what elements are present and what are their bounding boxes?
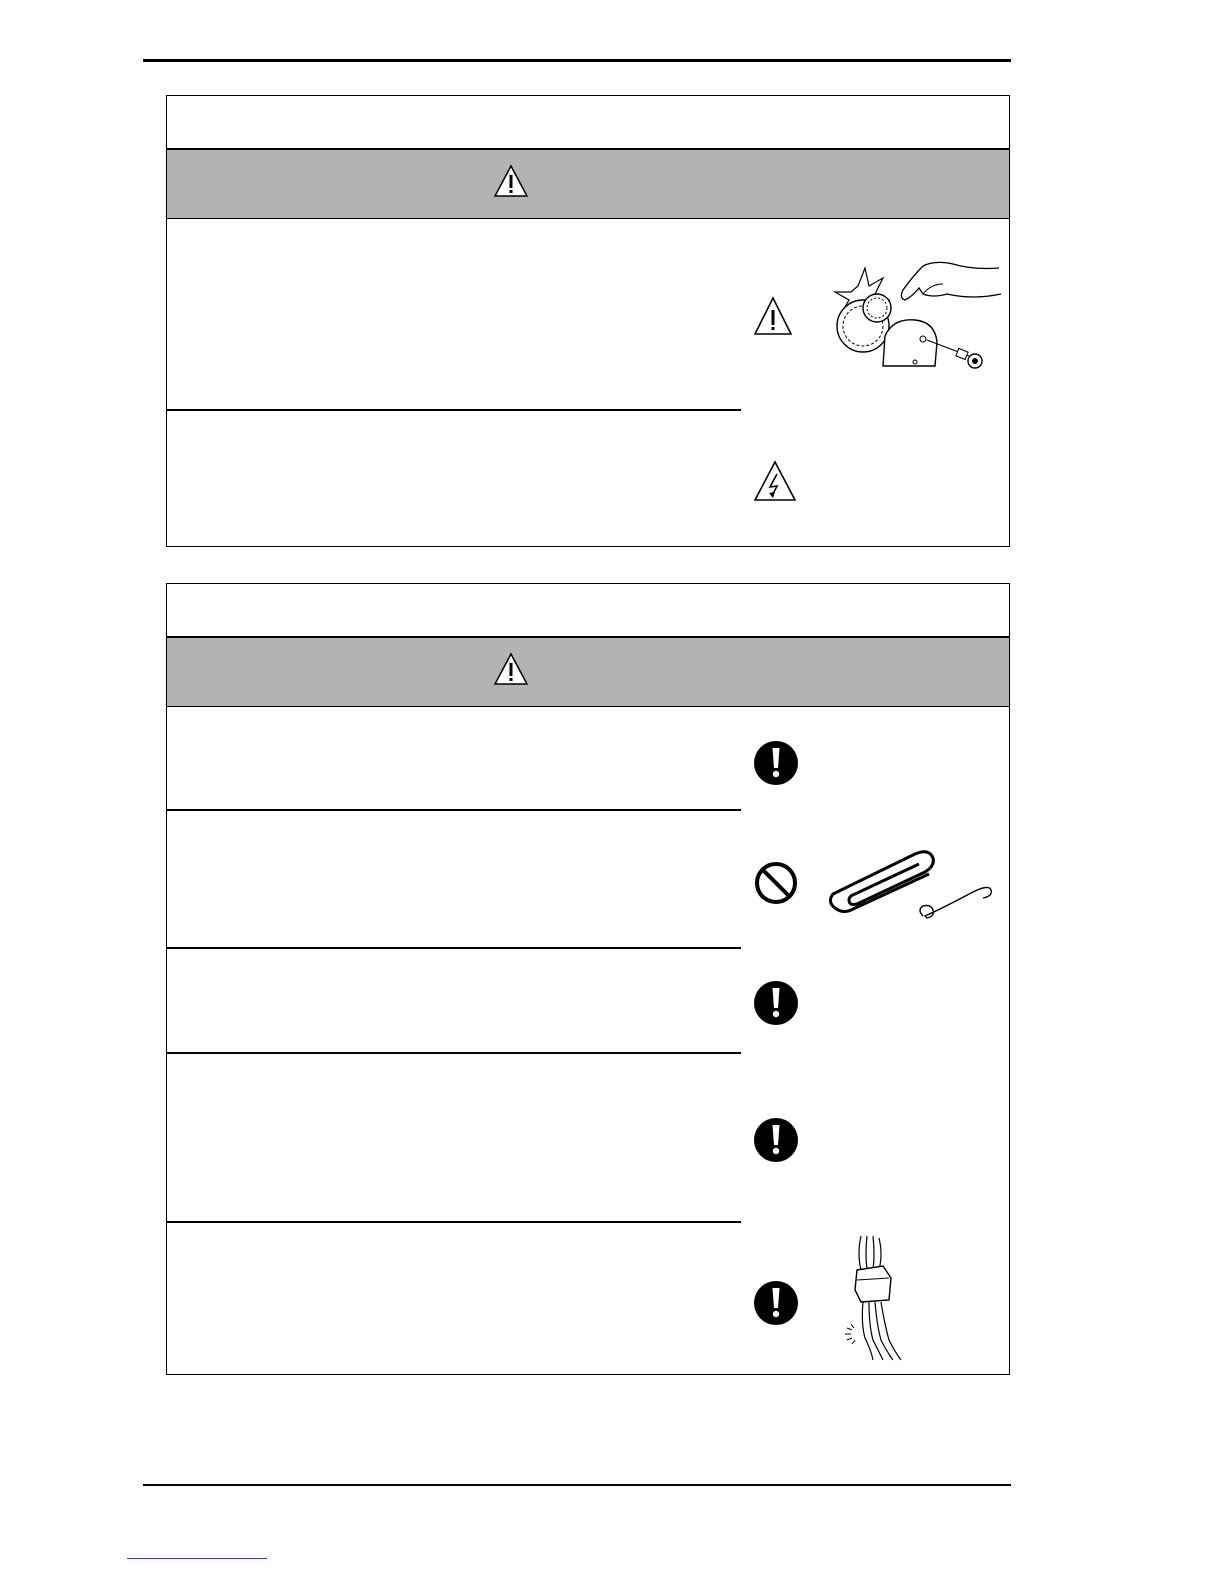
footer-link-underline[interactable] — [127, 1558, 267, 1559]
list-item — [167, 216, 741, 411]
warning-triangle-icon — [493, 652, 529, 686]
panel-title — [167, 96, 1009, 148]
panel-title — [167, 584, 1009, 636]
warning-triangle-icon — [493, 164, 529, 198]
safety-panel-2 — [166, 583, 1010, 1375]
gear-hand-illustration — [823, 256, 1003, 386]
list-item — [167, 1223, 741, 1374]
header-rule — [143, 59, 1011, 62]
frayed-cable-illustration — [843, 1234, 913, 1362]
footer-rule — [143, 1484, 1011, 1486]
list-item — [167, 811, 741, 949]
electric-shock-icon — [753, 460, 797, 502]
safety-panel-1 — [166, 95, 1010, 547]
mandatory-exclamation-icon — [753, 1117, 799, 1163]
list-item — [167, 411, 741, 546]
warning-band — [167, 148, 1009, 219]
list-item — [167, 949, 741, 1054]
warning-triangle-icon — [753, 296, 793, 336]
mandatory-exclamation-icon — [753, 740, 799, 786]
prohibition-icon — [753, 860, 799, 906]
list-item — [167, 704, 741, 811]
mandatory-exclamation-icon — [753, 980, 799, 1026]
warning-band — [167, 636, 1009, 707]
mandatory-exclamation-icon — [753, 1280, 799, 1326]
list-item — [167, 1054, 741, 1223]
paper-clip-illustration — [823, 844, 998, 929]
